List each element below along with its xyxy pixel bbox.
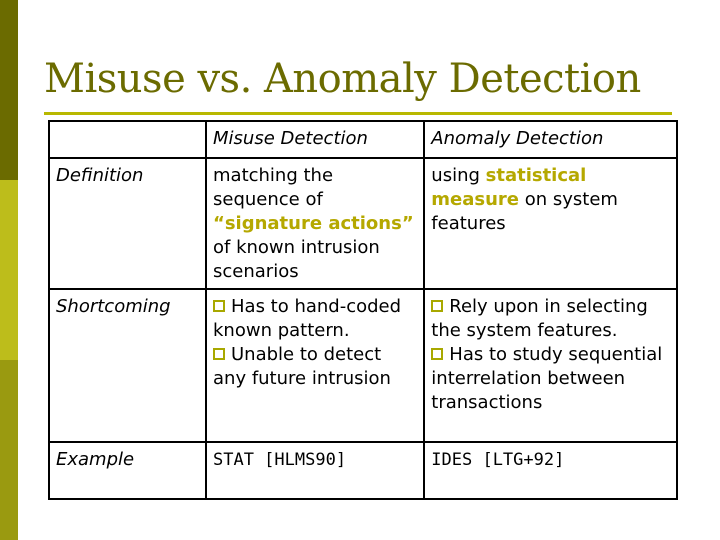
table-row-definition	[49, 158, 677, 289]
row-label-definition: Definition	[49, 158, 206, 289]
sidebar-segment-bottom	[0, 360, 18, 540]
text-segment: matching the sequence of	[213, 165, 334, 210]
square-bullet-icon	[431, 300, 443, 312]
slide-title: Misuse vs. Anomaly Detection	[44, 56, 641, 102]
bullet-text: Unable to detect any future intrusion	[213, 344, 391, 389]
bullet-item	[213, 295, 417, 343]
bullet-item	[213, 343, 417, 391]
cell-definition-anomaly	[424, 158, 677, 289]
sidebar-segment-middle	[0, 180, 18, 360]
row-label-shortcoming: Shortcoming	[49, 289, 206, 442]
cell-example-misuse: STAT [HLMS90]	[206, 442, 424, 499]
highlight-signature-actions: “signature actions”	[213, 213, 414, 234]
table-header-row	[49, 121, 677, 158]
cell-definition-misuse	[206, 158, 424, 289]
text-segment: of known intrusion scenarios	[213, 237, 380, 282]
bullet-item	[431, 295, 670, 343]
cell-example-anomaly: IDES [LTG+92]	[424, 442, 677, 499]
text-segment: using	[431, 165, 486, 186]
bullet-text: Has to hand-coded known pattern.	[213, 296, 402, 341]
row-label-example: Example	[49, 442, 206, 499]
square-bullet-icon	[431, 348, 443, 360]
highlight-statistical-measure: statistical measure	[431, 165, 587, 210]
bullet-text: Has to study sequential interrelation between transactions	[431, 344, 663, 413]
square-bullet-icon	[213, 348, 225, 360]
header-cell-empty	[49, 121, 206, 158]
title-underline	[44, 112, 672, 115]
bullet-item	[431, 343, 670, 415]
table-row-example	[49, 442, 677, 499]
cell-shortcoming-anomaly	[424, 289, 677, 442]
square-bullet-icon	[213, 300, 225, 312]
header-cell-anomaly: Anomaly Detection	[424, 121, 677, 158]
table-row-shortcoming	[49, 289, 677, 442]
header-cell-misuse: Misuse Detection	[206, 121, 424, 158]
comparison-table	[48, 120, 678, 500]
bullet-text: Rely upon in selecting the system features.	[431, 296, 648, 341]
text-segment: on system features	[431, 189, 618, 234]
cell-shortcoming-misuse	[206, 289, 424, 442]
sidebar-decoration	[0, 0, 18, 540]
sidebar-segment-top	[0, 0, 18, 180]
